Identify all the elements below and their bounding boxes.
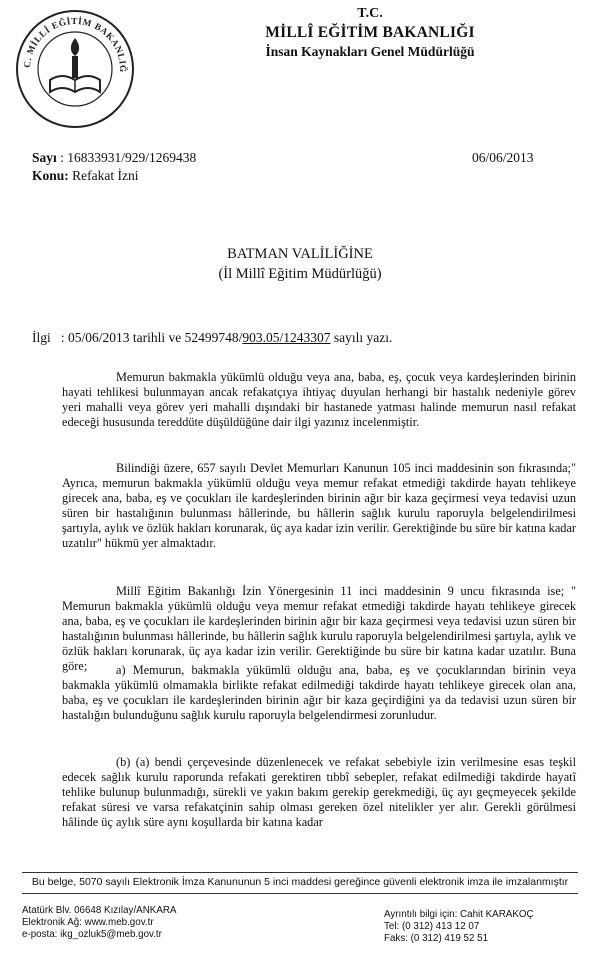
header-ministry: MİLLÎ EĞİTİM BAKANLIĞI [265, 24, 475, 41]
recipient-line1: BATMAN VALİLİĞİNE [227, 246, 373, 262]
ministry-logo [14, 8, 136, 130]
body-paragraph-5: (b) (a) bendi çerçevesinde düzenlenecek ve refakat sebebiyle izin verilmesine esas teşkil edecek sağlık kurulu raporunda refakati gerektiren tıbbî sebepler, refakat edilmediği takdirde hayatî tehlike bulunup bulunmadığı, sürekli ve yakın bakım gerekip gerekmediği, üç ayı geçmeyecek şekilde refakat süresi ve varsa refakatçinin sahip olması gereken özel nitelikler yer alır. Gerekli görülmesi hâlinde üç aylık süre aynı koşullarda bir katına kadar [62, 755, 576, 830]
recipient-line2: (İl Millî Eğitim Müdürlüğü) [218, 266, 382, 282]
footer-divider-bottom [22, 893, 578, 894]
telephone: Tel: (0 312) 413 12 07 [384, 921, 480, 933]
esign-note: Bu belge, 5070 sayılı Elektronik İmza Kanununun 5 inci maddesi gereğince güvenli elektronik imza ile imzalanmıştır [31, 876, 569, 888]
address: Atatürk Blv. 06648 Kızılay/ANKARA [22, 905, 177, 916]
konu-row [32, 168, 138, 184]
ilgi-text-after: sayılı yazı. [330, 330, 393, 345]
body-paragraph-2: Bilindiği üzere, 657 sayılı Devlet Memurları Kanunun 105 inci maddesinin son fıkrasında;" Ayrıca, memurun bakmakla yükümlü olduğu veya memur refakat etmediği takdirde hayatı tehlikeye girecek ana, baba, eş ve çocukları ile kardeşlerinden birinin ağır bir kaza geçirmesi veya tedavisi uzun süren bir hastalığının bulunması hâllerinde, bu hâllerin sağlık kurulu raporuyla belgelendirilmesi şartıyla, aylık ve özlük hakları korunarak, üç aya kadar izin verilir. Gerektiğinde bu süre bir katına kadar uzatılır" hükmü yer almaktadır. [62, 461, 576, 551]
ilgi-reference-number: 903.05/1243307 [242, 330, 331, 345]
email: e-posta: ikg_ozluk5@meb.gov.tr [22, 929, 162, 941]
website: Elektronik Ağ: www.meb.gov.tr [22, 917, 154, 929]
sayi-label: Sayı [32, 150, 57, 165]
contact-block-right [384, 909, 534, 946]
contact-person: Ayrıntılı bilgi için: Cahit KARAKOÇ [384, 909, 534, 920]
konu-value: Refakat İzni [72, 168, 139, 183]
sayi-value: : 16833931/929/1269438 [60, 150, 197, 165]
header-country: T.C. [357, 6, 383, 21]
ilgi-row [32, 330, 392, 346]
body-paragraph-3: Millî Eğitim Bakanlığı İzin Yönergesinin 11 inci maddesinin 9 uncu fıkrasında ise; " Memurun bakmakla yükümlü olduğu veya memur refakat etmediği takdirde hayatı tehlikeye girecek ana, baba, eş ve çocukları ile kardeşlerinden birinin ağır bir kaza geçirmesi veya tedavisi uzun süren bir hastalığının bulunması hâllerinde, bu hâllerin sağlık kurulu raporuyla belgelendirilmesi şartıyla, aylık ve özlük hakları korunarak, üç aya kadar izin verilir. Gerektiğinde bu süre bir katına kadar uzatılır. Buna göre; [62, 584, 576, 674]
ilgi-text-before: : 05/06/2013 tarihli ve 52499748/ [60, 330, 243, 345]
document-date: 06/06/2013 [472, 150, 534, 165]
body-paragraph-1: Memurun bakmakla yükümlü olduğu veya ana, baba, eş, çocuk veya kardeşlerinden birinin hayati tehlikesi bulunmayan ancak refakatçıya ihtiyaç duyulan herhangi bir hastalık nedeniyle görev yeri mahalli veya görev yeri mahalli dışındaki bir hastanede yatması halinde memurun nasıl refakat edeceği hususunda tereddüte düşüldüğüne dair ilgi yazınız incelenmiştir. [62, 370, 576, 430]
body-paragraph-4: a) Memurun, bakmakla yükümlü olduğu ana, baba, eş ve çocuklarından birinin veya bakmakla yükümlü olmamakla birlikte refakat edilmediği takdirde hayatı tehlikeye girecek olan ana, baba, eş ve çocukları ile kardeşlerinden birinin ağır bir kaza geçirdiğini ya da tedavisi uzun süren bir hastalığın bulunduğunu sağlık kurulu raporuyla belgelendirmesi zorunludur. [62, 663, 576, 723]
contact-block-left [22, 905, 176, 942]
ilgi-label: İlgi [32, 330, 51, 345]
svg-text:T.C. MİLLÎ EĞİTİM BAKANLIĞI: C. MİLLÎ EĞİTİM BAKANLIĞ [21, 15, 129, 73]
fax: Faks: (0 312) 419 52 51 [384, 933, 489, 945]
sayi-row [32, 150, 196, 166]
header-department: İnsan Kaynakları Genel Müdürlüğü [265, 44, 475, 59]
konu-label: Konu: [32, 168, 69, 183]
footer-divider-top [22, 872, 578, 873]
